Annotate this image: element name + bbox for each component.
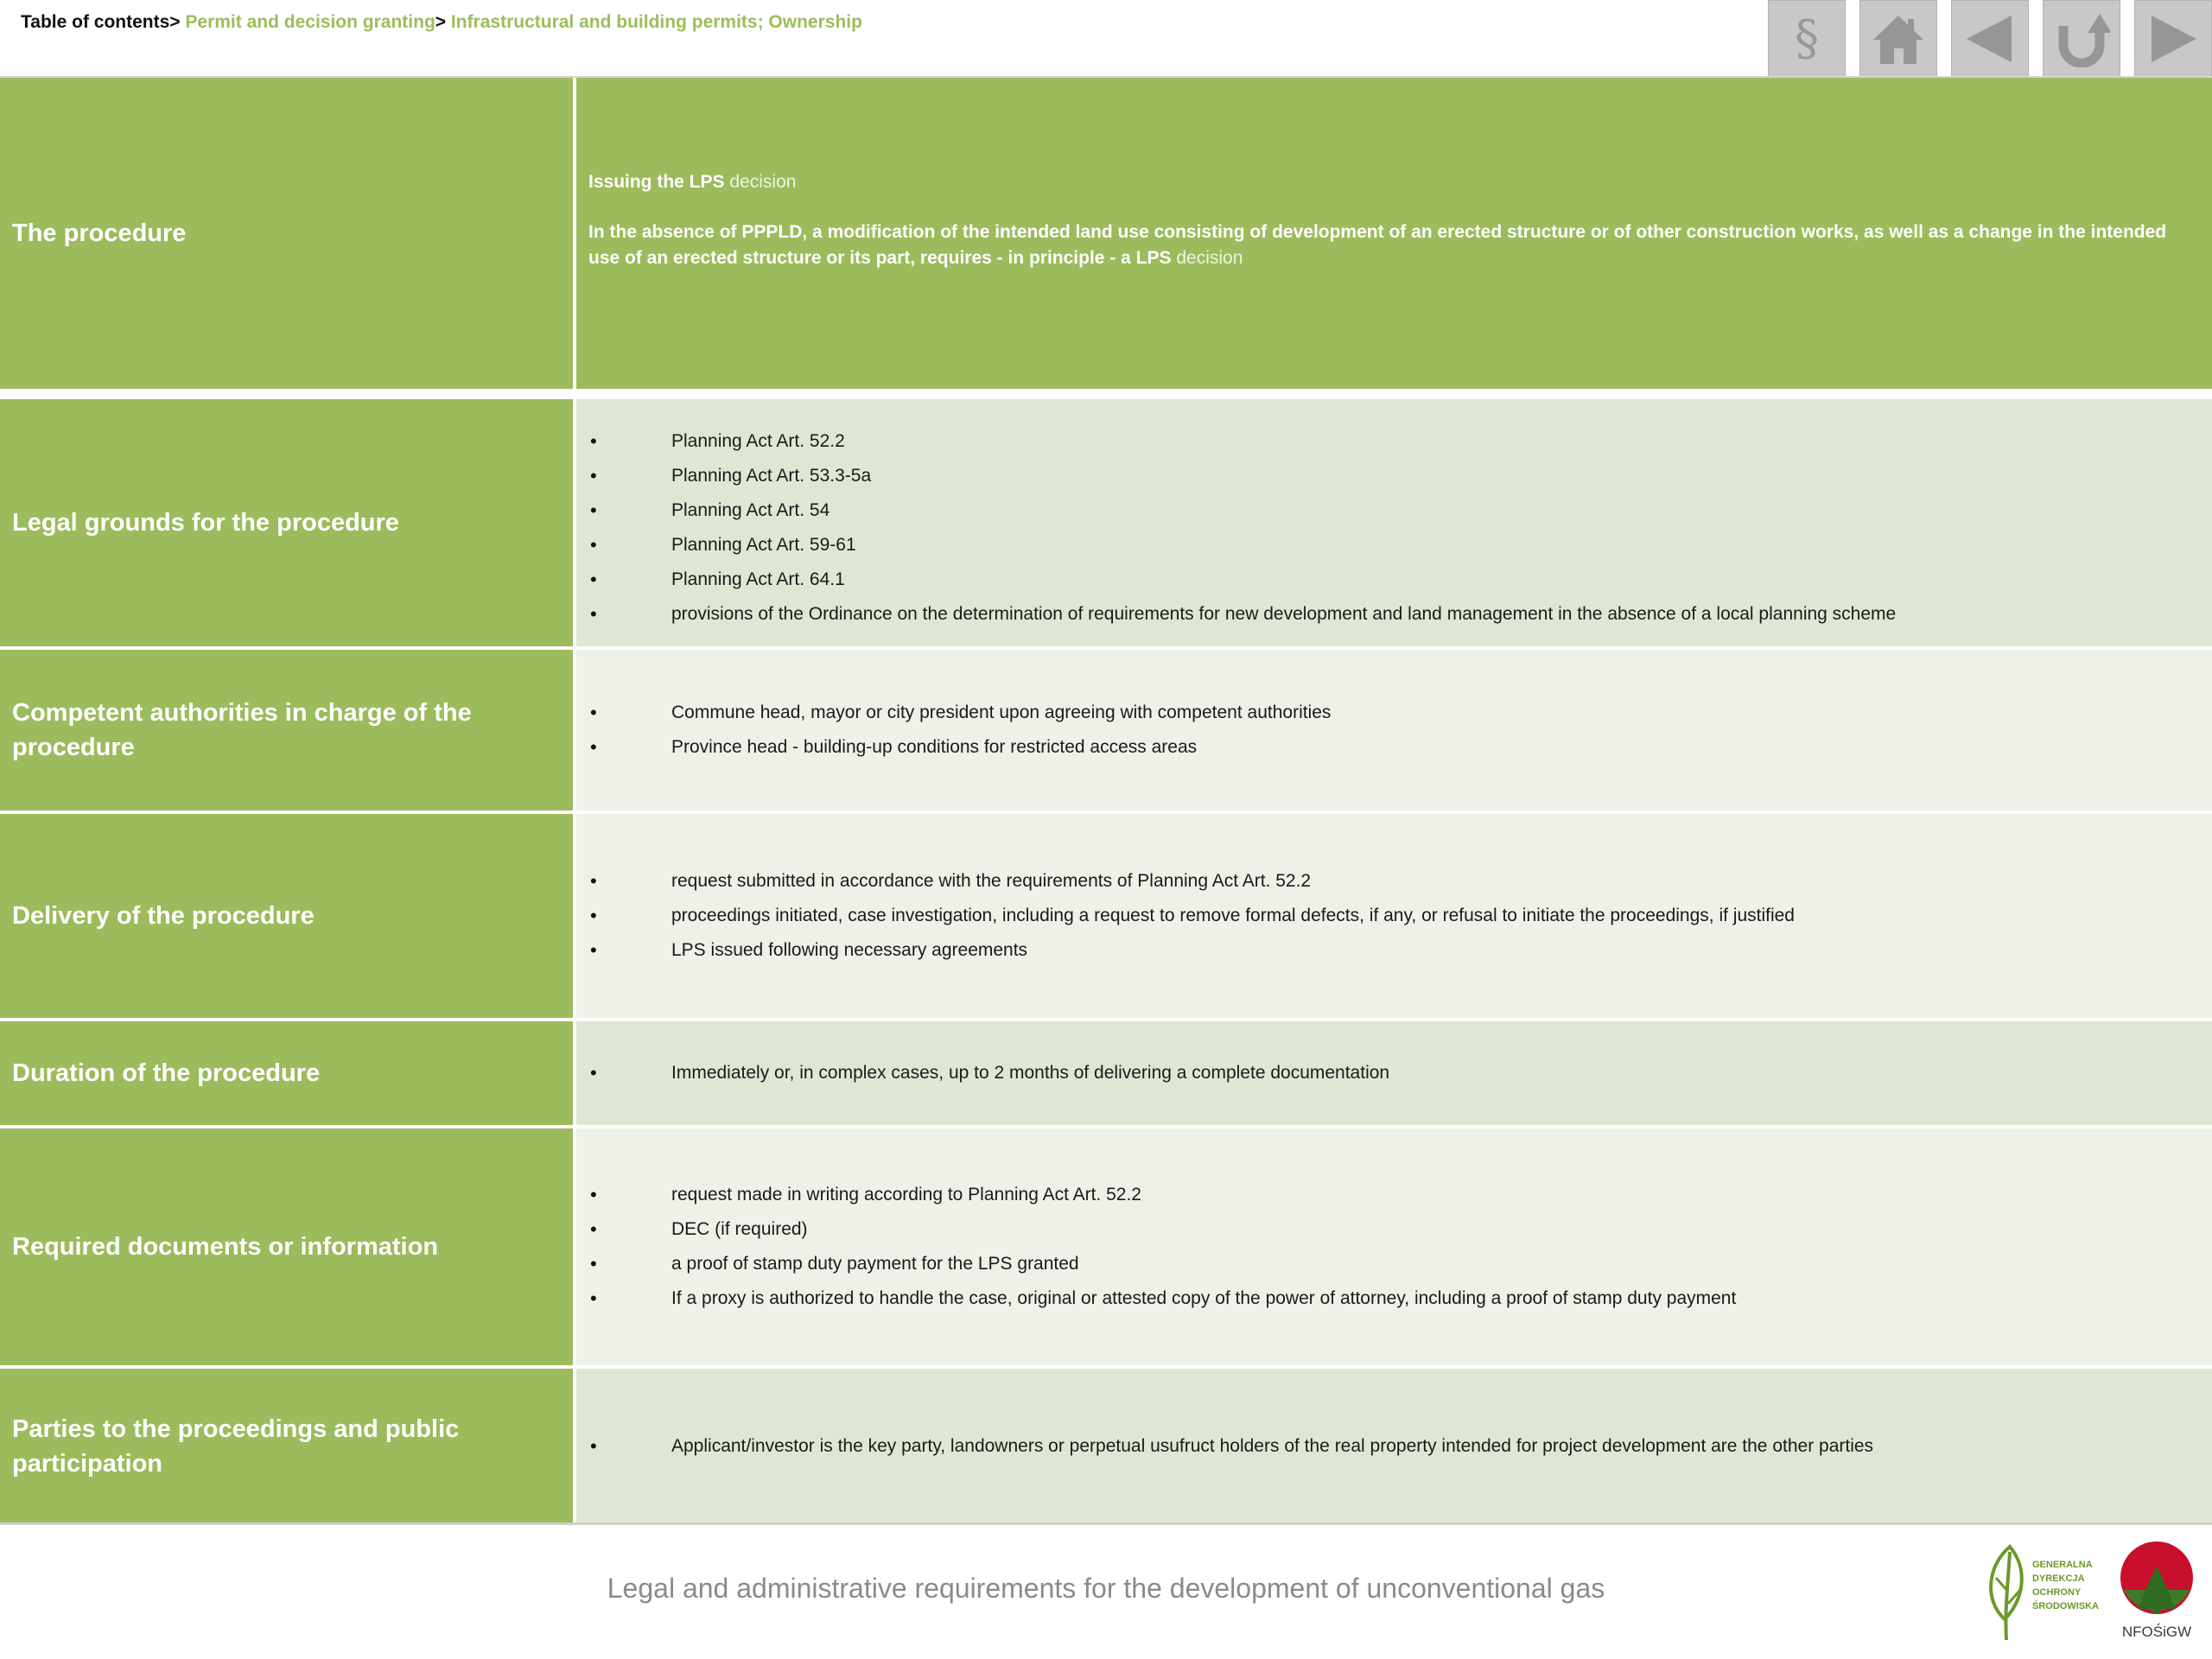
- list-item: • Applicant/investor is the key party, landowners or perpetual usufruct holders of the real property intended for project development are the other parties: [588, 1429, 1873, 1464]
- delivery-list: [588, 864, 1795, 968]
- procedure-description: [588, 169, 2200, 271]
- list-item: • a proof of stamp duty payment for the LPS granted: [588, 1247, 1736, 1281]
- row-content: [576, 650, 2212, 810]
- row-content: [576, 78, 2212, 389]
- list-item: • provisions of the Ordinance on the determination of requirements for new development and land management in the absence of a local planning scheme: [588, 597, 1896, 632]
- table-row-legal-grounds: [0, 399, 2212, 650]
- procedure-line-bold: Issuing the LPS: [588, 172, 725, 192]
- row-content: [576, 814, 2212, 1018]
- procedure-line-light: decision: [1176, 248, 1243, 268]
- procedure-line: [588, 169, 2200, 195]
- breadcrumb-separator: >: [169, 12, 181, 32]
- list-item: • DEC (if required): [588, 1212, 1736, 1247]
- gdos-logo-text: OCHRONY: [2032, 1587, 2082, 1598]
- row-content: [576, 1021, 2212, 1125]
- return-button[interactable]: [2043, 0, 2120, 78]
- procedure-line: [588, 219, 2200, 271]
- list-item: • Immediately or, in complex cases, up to 2 months of delivering a complete documentation: [588, 1056, 1389, 1090]
- row-content: [576, 1128, 2212, 1365]
- nfos-logo-text: NFOŚiGW: [2121, 1624, 2192, 1640]
- list-item: • proceedings initiated, case investigation, including a request to remove formal defects, if any, or refusal to initiate the proceedings, if justified: [588, 899, 1795, 933]
- row-label: Parties to the proceedings and public participation: [0, 1369, 576, 1524]
- back-button[interactable]: [1951, 0, 2029, 78]
- breadcrumb-separator: >: [435, 12, 447, 32]
- table-row-procedure: [0, 78, 2212, 392]
- list-item: • Planning Act Art. 52.2: [588, 424, 1896, 459]
- gdos-logo-text: DYREKCJA: [2032, 1573, 2085, 1584]
- parties-list: [588, 1429, 1873, 1464]
- gdos-logo-text: GENERALNA: [2032, 1560, 2093, 1570]
- row-label: Duration of the procedure: [0, 1021, 576, 1125]
- table-row-required-documents: [0, 1128, 2212, 1369]
- table-row-competent-authorities: [0, 650, 2212, 814]
- list-item: • Commune head, mayor or city president upon agreeing with competent authorities: [588, 696, 1331, 730]
- return-icon: [2053, 10, 2110, 67]
- footer-divider: [0, 1522, 2212, 1525]
- procedure-line-bold: In the absence of PPPLD, a modification of the intended land use consisting of development of an erected structure or of other construction works, as well as a change in the intended use of an erected structure or its part, requires - in principle - a LPS: [588, 222, 2167, 268]
- legal-grounds-list: [588, 424, 1896, 632]
- back-arrow-icon: [1961, 10, 2018, 67]
- list-item: • Province head - building-up conditions for restricted access areas: [588, 730, 1331, 765]
- breadcrumb-link-permits[interactable]: Permit and decision granting: [185, 12, 435, 32]
- breadcrumb-root-link[interactable]: Table of contents: [21, 12, 170, 32]
- nfos-logo: [2115, 1540, 2198, 1643]
- row-label: The procedure: [0, 78, 576, 389]
- row-spacer: [0, 392, 2212, 399]
- table-row-duration: [0, 1021, 2212, 1128]
- row-label: Required documents or information: [0, 1128, 576, 1365]
- row-label: Delivery of the procedure: [0, 814, 576, 1018]
- list-item: • Planning Act Art. 54: [588, 493, 1896, 528]
- procedure-table: [0, 78, 2212, 1524]
- list-item: • Planning Act Art. 59-61: [588, 528, 1896, 563]
- breadcrumb-link-infrastructural[interactable]: Infrastructural and building permits; Ownership: [450, 12, 862, 32]
- forward-button[interactable]: [2134, 0, 2212, 78]
- list-item: • Planning Act Art. 64.1: [588, 563, 1896, 597]
- section-icon: §: [1795, 10, 1819, 67]
- row-label: Legal grounds for the procedure: [0, 399, 576, 646]
- documents-list: [588, 1178, 1736, 1316]
- row-content: [576, 399, 2212, 646]
- list-item: • request made in writing according to Planning Act Art. 52.2: [588, 1178, 1736, 1212]
- procedure-line-light: decision: [729, 172, 797, 192]
- section-button[interactable]: [1768, 0, 1846, 78]
- row-label: Competent authorities in charge of the procedure: [0, 650, 576, 810]
- list-item: • Planning Act Art. 53.3-5a: [588, 459, 1896, 493]
- authorities-list: [588, 696, 1331, 765]
- row-content: [576, 1369, 2212, 1524]
- breadcrumb: [21, 12, 862, 33]
- list-item: • If a proxy is authorized to handle the case, original or attested copy of the power of attorney, including a proof of stamp duty payment: [588, 1281, 1736, 1316]
- footer-title: Legal and administrative requirements for the development of unconventional gas: [607, 1573, 1605, 1604]
- duration-list: [588, 1056, 1389, 1090]
- header: [0, 0, 2212, 76]
- gdos-logo-text: ŚRODOWISKA: [2032, 1601, 2099, 1611]
- list-item: • LPS issued following necessary agreements: [588, 933, 1795, 968]
- forward-arrow-icon: [2145, 10, 2202, 67]
- home-icon: [1870, 10, 1927, 67]
- home-button[interactable]: [1859, 0, 1937, 78]
- gdos-logo: [1979, 1540, 2100, 1643]
- navigation-buttons: [1768, 0, 2212, 78]
- table-row-parties: [0, 1369, 2212, 1524]
- list-item: • request submitted in accordance with the requirements of Planning Act Art. 52.2: [588, 864, 1795, 899]
- table-row-delivery: [0, 814, 2212, 1021]
